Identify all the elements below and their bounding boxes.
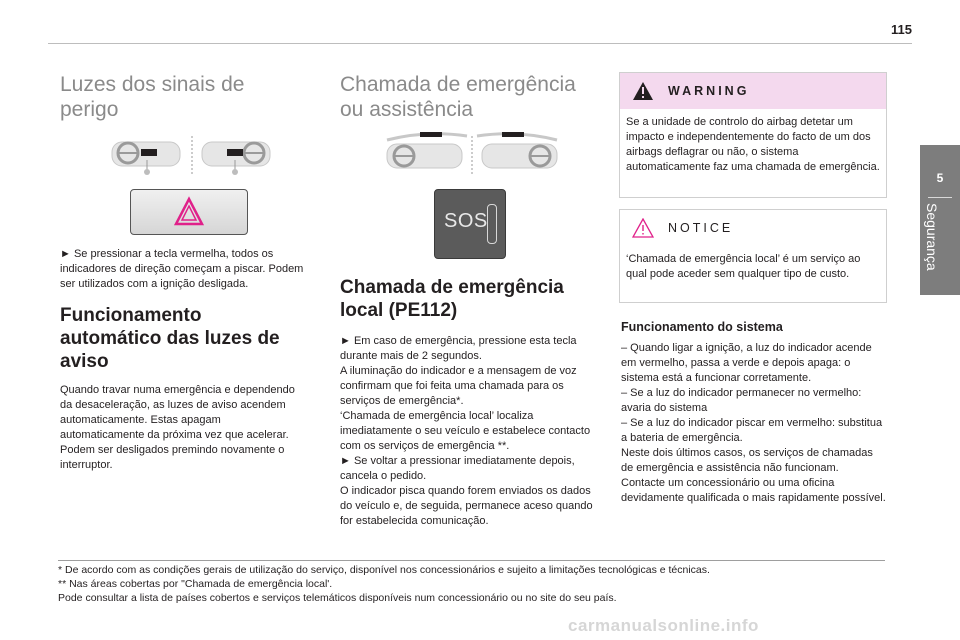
column-emergency-body [340, 276, 604, 529]
warning-header [620, 73, 886, 109]
warning-label: WARNING [668, 84, 750, 98]
warning-triangle-icon [632, 81, 654, 101]
system-paragraph: – Quando ligar a ignição, a luz do indicador acende em vermelho, passa a verde e depois apaga: o sistema está a funcionar corretamente. [621, 342, 872, 384]
chapter-divider [928, 197, 952, 198]
page-number: 115 [891, 22, 912, 37]
notice-triangle-icon [632, 218, 654, 238]
local-emergency-paragraph: O indicador pisca quando forem enviados os dados do veículo e, de seguida, permanece aceso quando for estabelecida comunicação. [340, 485, 593, 527]
system-paragraph: – Se a luz do indicador permanecer no vermelho: avaria do sistema [621, 387, 862, 414]
local-emergency-paragraph: A iluminação do indicador e a mensagem de voz confirmam que foi feita uma chamada para os serviços de emergência*. [340, 365, 577, 407]
column-system-operation [621, 320, 887, 506]
system-paragraph: Contacte um concessionário ou uma oficina devidamente qualificada o mais rapidamente possível. [621, 477, 886, 504]
column-hazard-body [60, 247, 308, 473]
column-emergency-call [340, 72, 602, 122]
footnote: Pode consultar a lista de países cobertos e serviços telemáticos disponíveis num concessionário ou no site do seu país. [58, 592, 617, 604]
footnote: * De acordo com as condições gerais de utilização do serviço, disponível nos concessionários e sujeito a limitações tecnológicas e técnicas. [58, 564, 710, 576]
emergency-section-title: Chamada de emergência ou assistência [340, 73, 576, 121]
sos-indicator-light [487, 204, 497, 244]
chapter-side-tab[interactable] [920, 145, 960, 295]
warning-text: Se a unidade de controlo do airbag detetar um impacto e independentemente do facto de um dos airbags deflagrar ou não, o sistema automaticamente faz uma chamada de emergência. [626, 116, 880, 173]
footnote: ** Nas áreas cobertas por "Chamada de emergência local'. [58, 578, 333, 590]
warning-box [619, 72, 887, 198]
sos-button[interactable] [434, 189, 506, 259]
system-paragraph: – Se a luz do indicador piscar em vermelho: substitua a bateria de emergência. [621, 417, 883, 444]
auto-hazard-title: Funcionamento automático das luzes de aviso [60, 305, 280, 372]
system-operation-title: Funcionamento do sistema [621, 320, 783, 334]
local-emergency-paragraph: ► Em caso de emergência, pressione esta tecla durante mais de 2 segundos. [340, 335, 577, 362]
notice-box [619, 209, 887, 303]
sos-label: SOS [444, 210, 488, 232]
hazard-triangle-icon [131, 190, 247, 234]
notice-label: NOTICE [668, 221, 734, 235]
local-emergency-title: Chamada de emergência local (PE112) [340, 277, 564, 321]
header-divider [48, 43, 912, 44]
watermark: carmanualsonline.info [568, 616, 759, 635]
dashboard-location-illustration [382, 128, 562, 178]
hazard-instruction: ► Se pressionar a tecla vermelha, todos os indicadores de direção começam a piscar. Podem ser utilizados com a ignição desligada. [60, 248, 304, 290]
local-emergency-paragraph: ‘Chamada de emergência local’ localiza imediatamente o seu veículo e estabelece contacto com os serviços de emergência **. [340, 410, 591, 452]
auto-hazard-text: Quando travar numa emergência e dependendo da desaceleração, as luzes de aviso acendem automaticamente. Estas apagam automaticamente da próxima vez que acelerar. Podem ser desligados premindo novamente o interruptor. [60, 384, 295, 471]
chapter-title: Segurança [924, 203, 940, 271]
system-paragraph: Neste dois últimos casos, os serviços de chamadas de emergência e assistência não funcionam. [621, 447, 873, 474]
column-hazard-lights [60, 72, 308, 122]
hazard-button[interactable] [130, 189, 248, 235]
dashboard-location-illustration [110, 132, 275, 177]
footnote-divider [58, 560, 885, 561]
footnotes [58, 563, 898, 605]
notice-text: ‘Chamada de emergência local’ é um serviço ao qual pode aceder sem qualquer tipo de custo. [626, 253, 861, 280]
hazard-section-title: Luzes dos sinais de perigo [60, 73, 245, 121]
chapter-number: 5 [936, 171, 944, 185]
notice-header [620, 210, 886, 246]
local-emergency-paragraph: ► Se voltar a pressionar imediatamente depois, cancela o pedido. [340, 455, 575, 482]
